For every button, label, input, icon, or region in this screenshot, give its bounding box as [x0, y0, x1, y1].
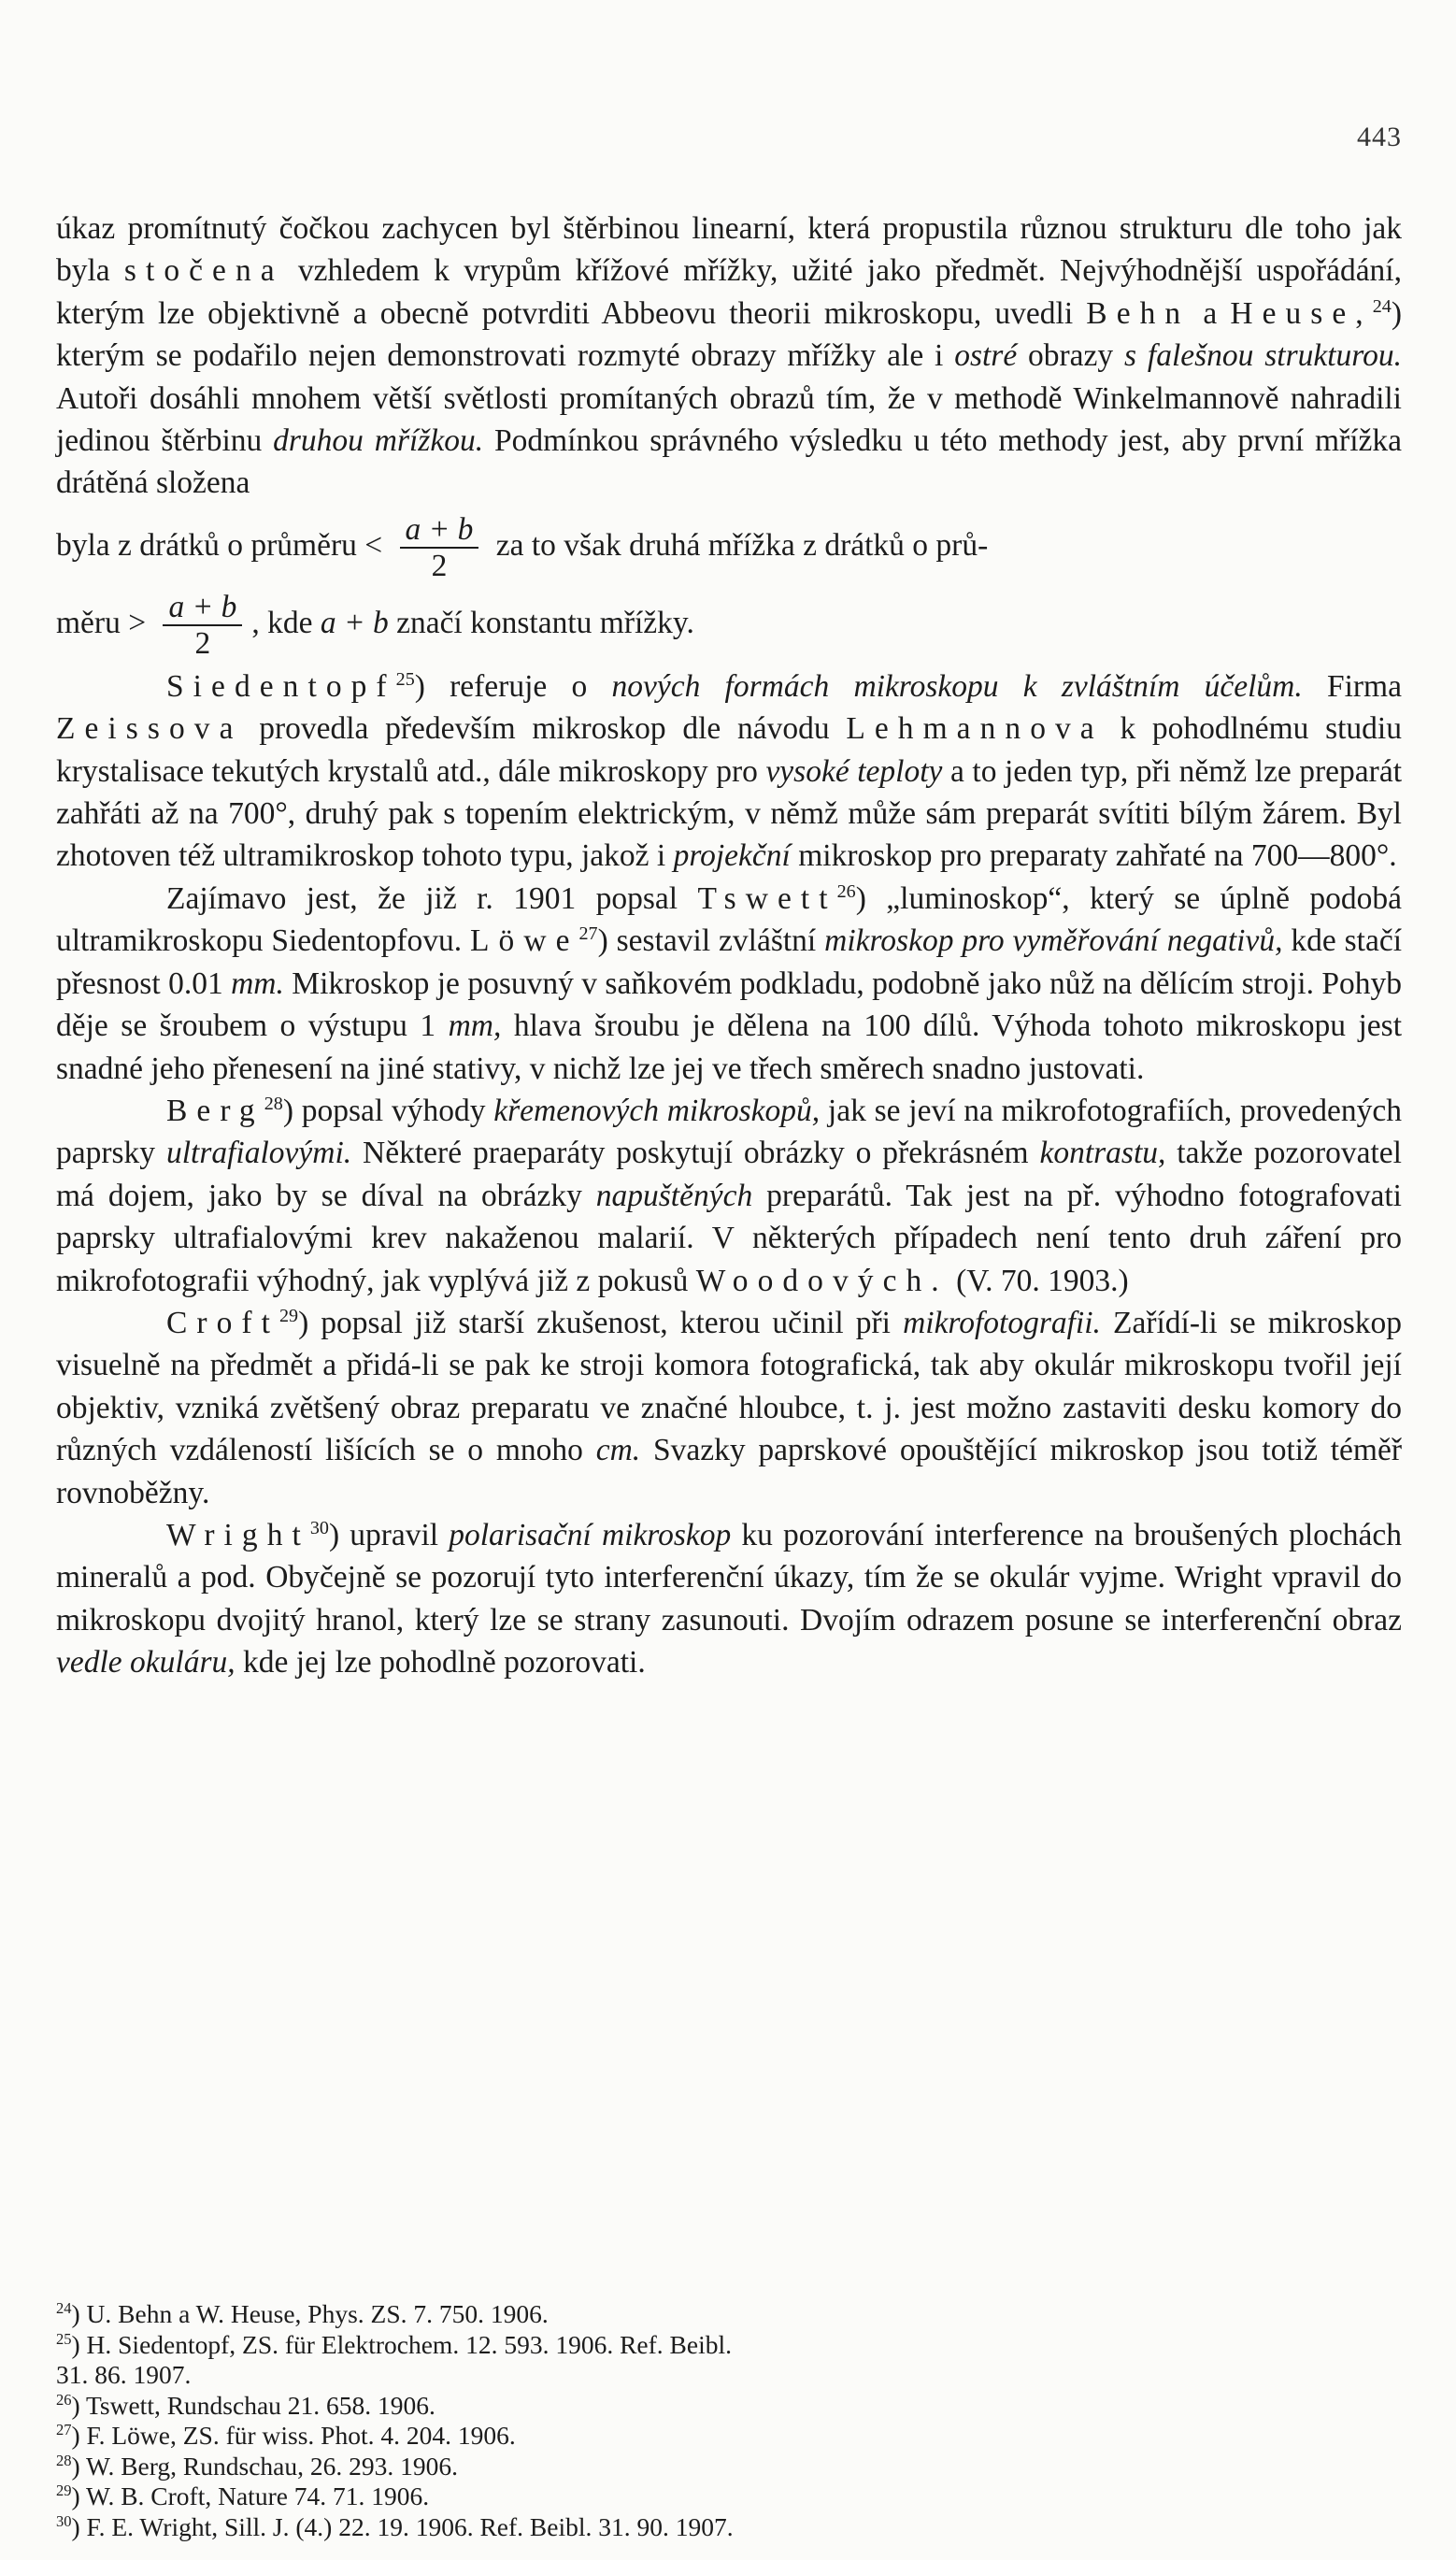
- body-text: [56, 207, 1402, 1684]
- footnote: $^{25}$) H. Siedentopf, ZS. für Elektrochem. 12. 593. 1906. Ref. Beibl.: [56, 2329, 732, 2359]
- page-number: 443: [1357, 122, 1402, 152]
- footnote: $^{24}$) U. Behn a W. Heuse, Phys. ZS. 7. 750. 1906.: [56, 2298, 549, 2328]
- paragraph-siedentopf: Siedentopf$^{25}$) referuje o nových formách mikroskopu k zvláštním účelům. Firma Zeissova provedla především mikroskop dle návodu Lehmannova k pohodlnému studiu krystalisace tekutých krystalů atd., dále mikroskopy pro vysoké teploty a to jeden typ, při němž lze preparát zahřáti až na 700°, druhý pak s topením elektrickým, v němž může sám preparát svítiti bílým žárem. Byl zhotoven též ultramikroskop tohoto typu, jakož i projekční mikroskop pro preparaty zahřaté na 700—800°.: [56, 668, 1402, 874]
- footnotes: [56, 2299, 1402, 2542]
- footnote: $^{27}$) F. Löwe, ZS. für wiss. Phot. 4. 204. 1906.: [56, 2420, 516, 2450]
- formula-line-1: byla z drátků o průměru < $\frac{a + b}{2}$ za to však druhá mřížka z drátků o prů-: [56, 511, 989, 584]
- footnote-ref[interactable]: 26: [836, 880, 856, 902]
- footnote-ref[interactable]: 30: [309, 1517, 329, 1538]
- paragraph-tswett: Zajímavo jest, že již r. 1901 popsal Tswett$^{26}$) „luminoskop“, který se úplně podobá ultramikroskopu Siedentopfovu. Löwe$^{27}$) sestavil zvláštní mikroskop pro vyměřování negativů, kde stačí přesnost 0.01 mm. Mikroskop je posuvný v saňkovém podkladu, podobně jako nůž na dělícím stroji. Pohyb děje se šroubem o výstupu 1 mm, hlava šroubu je dělena na 100 dílů. Výhoda tohoto mikroskopu jest snadné jeho přenesení na jiné stativy, v nichž lze jej ve třech směrech snadno justovati.: [56, 880, 1403, 1086]
- paragraph-wright: Wright$^{30}$) upravil polarisační mikroskop ku pozorování interference na broušených plochách mineralů a pod. Obyčejně se pozorují tyto interferenční úkazy, tím že se okulár vyjme. Wright vpravil do mikroskopu dvojitý hranol, který lze se strany zasunouti. Dvojím odrazem posune se interferenční obraz vedle okuláru, kde jej lze pohodlně pozorovati.: [56, 1517, 1403, 1680]
- paragraph-abbe-theory: úkaz promítnutý čočkou zachycen byl štěrbinou linearní, která propustila různou strukturu dle toho jak byla stočena vzhledem k vrypům křížové mřížky, užité jako předmět. Nejvýhodnější uspořádání, kterým lze objektivně a obecně potvrditi Abbeovu theorii mikroskopu, uvedli Behn a Heuse,$^{24}$) kterým se podařilo nejen demonstrovati rozmyté obrazy mřížky ale i ostré obrazy s falešnou strukturou. Autoři dosáhli mnohem větší světlosti promítaných obrazů tím, že v methodě Winkelmannově nahradili jedinou štěrbinu druhou mřížkou. Podmínkou správného výsledku u této methody jest, aby první mřížka drátěná složena: [56, 211, 1402, 501]
- footnote-continuation: 31. 86. 1907.: [56, 2360, 192, 2389]
- footnote: $^{30}$) F. E. Wright, Sill. J. (4.) 22. 19. 1906. Ref. Beibl. 31. 90. 1907.: [56, 2511, 734, 2541]
- footnote-ref[interactable]: 25: [395, 668, 415, 690]
- fraction: $\frac{a + b}{2}$: [400, 514, 479, 582]
- paragraph-berg: Berg$^{28}$) popsal výhody křemenových mikroskopů, jak se jeví na mikrofotografiích, provedených paprsky ultrafialovými. Některé praeparáty poskytují obrázky o překrásném kontrastu, takže pozorovatel má dojem, jako by se díval na obrázky napuštěných preparátů. Tak jest na př. výhodno fotografovati paprsky ultrafialovými krev nakaženou malarií. V některých případech není tento druh záření pro mikrofotografii výhodný, jak vyplývá již z pokusů Woodových. (V. 70. 1903.): [56, 1093, 1402, 1298]
- footnote: $^{29}$) W. B. Croft, Nature 74. 71. 1906.: [56, 2481, 430, 2510]
- footnote-ref[interactable]: 27: [578, 923, 598, 945]
- fraction: $\frac{a + b}{2}$: [163, 592, 242, 660]
- footnote-ref[interactable]: 28: [264, 1093, 283, 1114]
- footnote: $^{28}$) W. Berg, Rundschau, 26. 293. 1906.: [56, 2451, 459, 2481]
- footnote: $^{26}$) Tswett, Rundschau 21. 658. 1906.: [56, 2390, 435, 2420]
- formula-line-2: měru > $\frac{a + b}{2}$ , kde a + b značí konstantu mřížky.: [56, 589, 694, 662]
- paragraph-croft: Croft$^{29}$) popsal již starší zkušenost, kterou učinil při mikrofotografii. Zařídí-li se mikroskop visuelně na předmět a přidá-li se pak ke stroji komora fotografická, tak aby okulár mikroskopu tvořil její objektiv, vzniká zvětšený obraz preparatu ve značné hloubce, t. j. jest možno zastaviti desku komory do různých vzdáleností lišících se o mnoho cm. Svazky paprskové opouštějící mikroskop jsou totiž téměř rovnoběžny.: [56, 1305, 1402, 1510]
- footnote-ref[interactable]: 24: [1372, 295, 1392, 317]
- footnote-ref[interactable]: 29: [278, 1305, 299, 1326]
